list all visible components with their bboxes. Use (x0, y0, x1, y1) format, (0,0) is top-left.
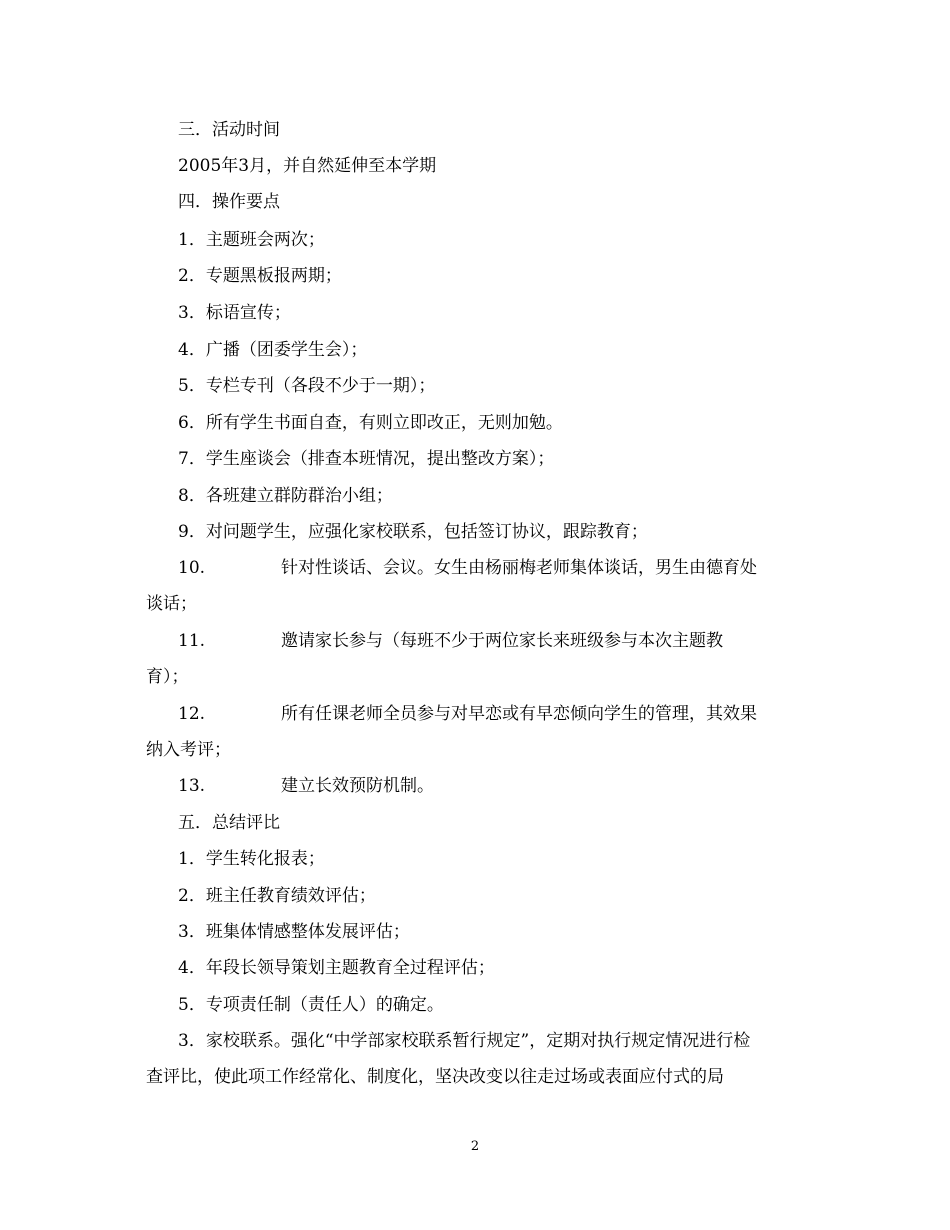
list-item: 4．广播（团委学生会）； (178, 340, 368, 360)
list-item: 9．对问题学生，应强化家校联系，包括签订协议，跟踪教育； (178, 522, 648, 542)
list-item: 2．专题黑板报两期； (178, 266, 342, 286)
activity-time-text: 2005年3月，并自然延伸至本学期 (178, 156, 437, 176)
section-heading-activity-time: 三．活动时间 (178, 120, 280, 140)
list-item-number: 12. (178, 704, 206, 724)
list-item: 3．班集体情感整体发展评估； (178, 922, 410, 942)
list-item: 1．学生转化报表； (178, 849, 325, 869)
list-item: 7．学生座谈会（排查本班情况，提出整改方案）； (178, 449, 555, 469)
paragraph-line: 查评比，使此项工作经常化、制度化，坚决改变以往走过场或表面应付式的局 (146, 1067, 724, 1087)
list-item: 5．专栏专刊（各段不少于一期）； (178, 376, 436, 396)
list-item-continuation: 育）； (146, 667, 189, 687)
list-item: 8．各班建立群防群治小组； (178, 486, 393, 506)
list-item-number: 10. (178, 558, 206, 578)
list-item-number: 11. (178, 631, 206, 651)
list-item: 5．专项责任制（责任人）的确定。 (178, 995, 444, 1015)
section-heading-key-points: 四．操作要点 (178, 192, 280, 212)
list-item: 6．所有学生书面自查，有则立即改正，无则加勉。 (178, 413, 563, 433)
list-item-text: 所有任课老师全员参与对早恋或有早恋倾向学生的管理，其效果 (281, 704, 757, 724)
list-item-text: 建立长效预防机制。 (281, 776, 434, 796)
list-item-text: 针对性谈话、会议。女生由杨丽梅老师集体谈话，男生由德育处 (281, 558, 757, 578)
list-item: 2．班主任教育绩效评估； (178, 886, 376, 906)
list-item: 4．年段长领导策划主题教育全过程评估； (178, 958, 495, 978)
list-item-number: 13. (178, 776, 206, 796)
page-number: 2 (470, 1139, 480, 1154)
list-item: 3．标语宣传； (178, 303, 291, 323)
list-item: 1．主题班会两次； (178, 230, 325, 250)
section-heading-summary: 五．总结评比 (178, 813, 280, 833)
list-item-continuation: 纳入考评； (146, 740, 231, 760)
paragraph-line: 3．家校联系。强化“中学部家校联系暂行规定”，定期对执行规定情况进行检 (178, 1031, 751, 1051)
list-item-continuation: 谈话； (146, 594, 197, 614)
list-item-text: 邀请家长参与（每班不少于两位家长来班级参与本次主题教 (281, 631, 723, 651)
